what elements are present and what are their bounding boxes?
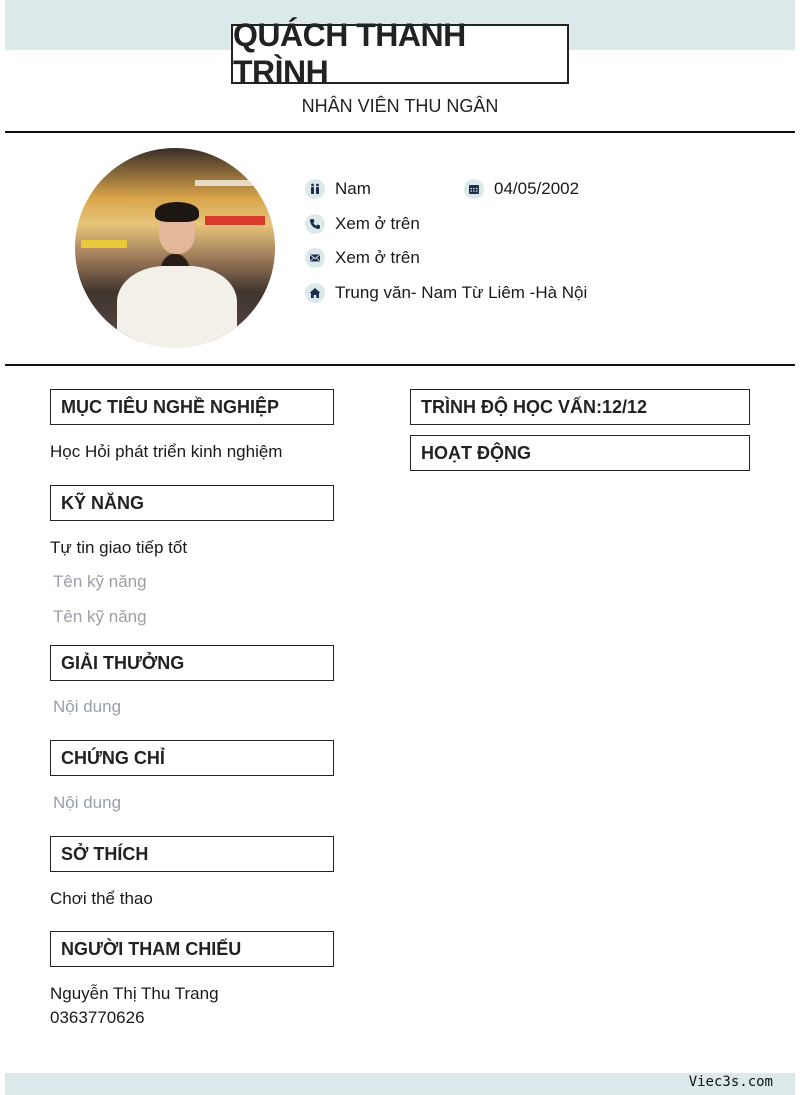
objective-content: Học Hỏi phát triển kinh nghiệm (50, 442, 283, 461)
hobbies-content: Chơi thể thao (50, 889, 153, 908)
avatar-bg-sign (81, 240, 127, 248)
calendar-icon (464, 179, 484, 199)
section-objective-title: MỤC TIÊU NGHỀ NGHIỆP (50, 389, 334, 425)
divider-top (5, 131, 795, 133)
candidate-name: QUÁCH THANH TRÌNH (231, 24, 569, 84)
section-hobbies-title: SỞ THÍCH (50, 836, 334, 872)
info-address (305, 283, 587, 303)
skill-item: Tên kỹ năng (53, 607, 147, 626)
gender-icon (305, 179, 325, 199)
divider-bottom (5, 364, 795, 366)
info-birthdate (464, 179, 579, 199)
reference-phone: 0363770626 (50, 1008, 145, 1027)
email-value: Xem ở trên (335, 248, 420, 267)
section-references-title: NGƯỜI THAM CHIẾU (50, 931, 334, 967)
section-activities-title: HOẠT ĐỘNG (410, 435, 750, 471)
birthdate-value: 04/05/2002 (494, 179, 580, 198)
job-title: NHÂN VIÊN THU NGÂN (301, 96, 499, 116)
certificates-content: Nội dung (53, 793, 122, 812)
section-education-title: TRÌNH ĐỘ HỌC VẤN:12/12 (410, 389, 750, 425)
skill-item: Tự tin giao tiếp tốt (50, 538, 188, 557)
home-icon (305, 283, 325, 303)
awards-content: Nội dung (53, 697, 122, 716)
avatar-hair (155, 202, 199, 222)
info-gender (305, 179, 371, 199)
section-awards-title: GIẢI THƯỞNG (50, 645, 334, 681)
section-certificates-title: CHỨNG CHỈ (50, 740, 334, 776)
info-email (305, 248, 420, 268)
address-value: Trung văn- Nam Từ Liêm -Hà Nội (335, 283, 588, 302)
phone-icon (305, 214, 325, 234)
avatar-bg-sign (205, 216, 265, 225)
skill-item: Tên kỹ năng (53, 572, 147, 591)
avatar-shirt (117, 266, 237, 348)
footer-brand: Viec3s.com (688, 1074, 773, 1090)
phone-value: Xem ở trên (335, 214, 420, 233)
footer-band (5, 1073, 795, 1095)
reference-name: Nguyễn Thị Thu Trang (50, 984, 219, 1003)
info-phone (305, 214, 420, 234)
envelope-icon (305, 248, 325, 268)
avatar (75, 148, 275, 348)
gender-value: Nam (335, 179, 371, 198)
section-skills-title: KỸ NĂNG (50, 485, 334, 521)
avatar-bg-sign (195, 180, 265, 186)
